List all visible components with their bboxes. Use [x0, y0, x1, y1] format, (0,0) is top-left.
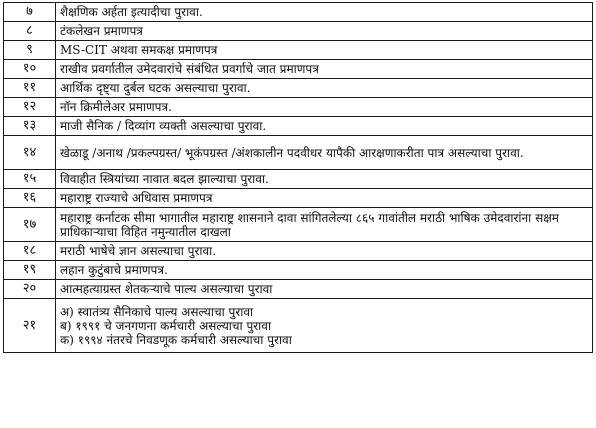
- row-description: महाराष्ट्र राज्याचे अधिवास प्रमाणपत्र: [56, 189, 593, 208]
- row-number: ८: [4, 22, 56, 41]
- row-number: १९: [4, 261, 56, 280]
- table-row: [4, 22, 593, 41]
- row-number: १८: [4, 242, 56, 261]
- row-number: १४: [4, 136, 56, 170]
- row-description: आर्थिक दृष्ट्या दुर्बल घटक असल्याचा पुरावा.: [56, 79, 593, 98]
- sub-item-b: ब) १९९१ चे जनगणना कर्मचारी असल्याचा पुरावा: [60, 318, 272, 333]
- row-description: टंकलेखन प्रमाणपत्र: [56, 22, 593, 41]
- row-description: नॉन क्रिमीलेअर प्रमाणपत्र.: [56, 98, 593, 117]
- table-row: [4, 60, 593, 79]
- table-row: [4, 280, 593, 299]
- row-description: महाराष्ट्र कर्नाटक सीमा भागातील महाराष्ट्र शासनाने दावा सांगितलेल्या ८६५ गावांतील मराठी भाषिक उमेदवारांना सक्षम प्राधिकाऱ्याचा विहित नमुन्यातील दाखला: [56, 208, 593, 242]
- row-number: ७: [4, 3, 56, 22]
- row-description: विवाहीत स्त्रियांच्या नावात बदल झाल्याचा पुरावा.: [56, 170, 593, 189]
- table-row: [4, 117, 593, 136]
- row-number: १६: [4, 189, 56, 208]
- table-row: [4, 208, 593, 242]
- table-row: [4, 136, 593, 170]
- row-description: [56, 299, 593, 353]
- row-description: माजी सैनिक / दिव्यांग व्यक्ती असल्याचा पुरावा.: [56, 117, 593, 136]
- table-row: [4, 189, 593, 208]
- table-row: [4, 79, 593, 98]
- row-number: १३: [4, 117, 56, 136]
- row-number: २१: [4, 299, 56, 353]
- row-description: मराठी भाषेचे ज्ञान असल्याचा पुरावा.: [56, 242, 593, 261]
- sub-item-a: अ) स्वातंत्र्य सैनिकाचे पाल्य असल्याचा पुरावा: [60, 304, 254, 319]
- row-description: लहान कुटुंबाचे प्रमाणपत्र.: [56, 261, 593, 280]
- row-description: आत्महत्याग्रस्त शेतकऱ्याचे पाल्य असल्याचा पुरावा: [56, 280, 593, 299]
- table-row: [4, 261, 593, 280]
- table-row: [4, 98, 593, 117]
- row-number: १५: [4, 170, 56, 189]
- sub-item-c: क) १९९४ नंतरचे निवडणूक कर्मचारी असल्याचा पुरावा: [60, 332, 292, 347]
- row-description: खेळाडू /अनाथ /प्रकल्पग्रस्त/ भूकंपग्रस्त /अंशकालीन पदवीधर यापैकी आरक्षणाकरीता पात्र असल्याचा पुरावा.: [56, 136, 593, 170]
- row-number: १०: [4, 60, 56, 79]
- row-description: शैक्षणिक अर्हता इत्यादीचा पुरावा.: [56, 3, 593, 22]
- table-row: [4, 170, 593, 189]
- row-description: MS-CIT अथवा समकक्ष प्रमाणपत्र: [56, 41, 593, 60]
- row-number: ११: [4, 79, 56, 98]
- row-number: १२: [4, 98, 56, 117]
- table-row: [4, 41, 593, 60]
- row-description: राखीव प्रवर्गातील उमेदवारांचे संबंधित प्रवर्गाचे जात प्रमाणपत्र: [56, 60, 593, 79]
- table-row: [4, 3, 593, 22]
- document-table: [3, 2, 593, 353]
- table-row: [4, 299, 593, 353]
- row-number: २०: [4, 280, 56, 299]
- row-number: ९: [4, 41, 56, 60]
- table-row: [4, 242, 593, 261]
- row-number: १७: [4, 208, 56, 242]
